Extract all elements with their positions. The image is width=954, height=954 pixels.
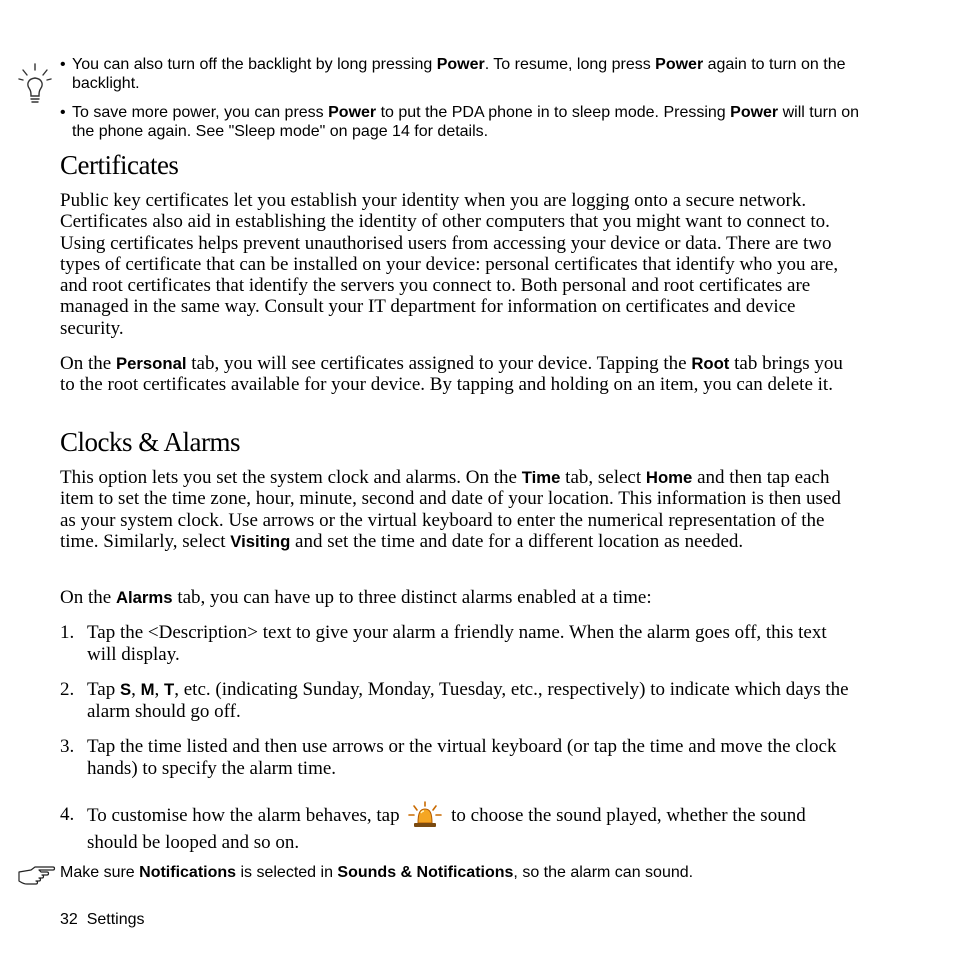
lightbulb-icon	[18, 62, 54, 106]
tuesday-key: T	[164, 680, 175, 699]
list-number: 3.	[60, 736, 75, 757]
alarms-tab-label: Alarms	[115, 588, 173, 607]
power-key: Power	[436, 56, 485, 73]
tip-sleep-mode: • To save more power, you can press Power to put the PDA phone in to sleep mode. Pressing Power will turn on the phone again. See "Sleep mode" on page 14 for details.	[60, 104, 860, 140]
list-number: 4.	[60, 804, 75, 825]
certificates-tabs-paragraph: On the Personal tab, you will see certificates assigned to your device. Tapping the Root tab brings you to the root certificates available for your device. By tapping and holding on an item, you can delete it.	[60, 353, 843, 396]
list-item: 2. Tap S, M, T, etc. (indicating Sunday, Monday, Tuesday, etc., respectively) to indicate which days the alarm should go off.	[60, 679, 849, 722]
bullet-marker: •	[60, 104, 66, 121]
clocks-alarms-heading: Clocks & Alarms	[60, 427, 240, 457]
clocks-intro: This option lets you set the system clock and alarms. On the Time tab, select Home and then tap each item to set the time zone, hour, minute, second and date of your location. This information is then used as your system clock. Use arrows or the virtual keyboard to enter the numerical representation of the time. Similarly, select Visiting and set the time and date for a different location as needed.	[60, 467, 841, 552]
home-option-label: Home	[645, 468, 693, 487]
time-tab-label: Time	[521, 468, 561, 487]
list-item: 4. To customise how the alarm behaves, tap to choose the sound played, whether the sound should be looped and so on.	[60, 801, 850, 856]
page-footer: 32 Settings	[60, 911, 145, 928]
alarm-bell-icon	[408, 801, 442, 829]
personal-tab-label: Personal	[115, 354, 187, 373]
power-key: Power	[730, 104, 779, 121]
alarms-intro: On the Alarms tab, you can have up to three distinct alarms enabled at a time:	[60, 587, 652, 608]
notifications-option: Notifications	[139, 864, 237, 881]
list-number: 1.	[60, 622, 75, 643]
alarm-note: Make sure Notifications is selected in Sounds & Notifications, so the alarm can sound.	[60, 864, 694, 881]
sounds-notifications-option: Sounds & Notifications	[337, 864, 514, 881]
list-item: 1. Tap the <Description> text to give your alarm a friendly name. When the alarm goes off, this text will display.	[60, 622, 827, 665]
visiting-option-label: Visiting	[230, 531, 291, 551]
sunday-key: S	[119, 680, 132, 699]
monday-key: M	[140, 680, 155, 699]
power-key: Power	[328, 104, 377, 121]
list-number: 2.	[60, 679, 75, 700]
bullet-marker: •	[60, 56, 66, 73]
certificates-intro: Public key certificates let you establish your identity when you are logging onto a secure network. Certificates also aid in establishing the identity of other computers that you might want to connect to. Using certificates helps prevent unauthorised users from accessing your device or data. There are two types of certificate that can be installed on your device: personal certificates that identify who you are, and root certificates that identify the servers you connect to. Both personal and root certificates are managed in the same way. Consult your IT department for information on certificates and device security.	[60, 190, 839, 339]
root-tab-label: Root	[691, 354, 730, 373]
certificates-heading: Certificates	[60, 150, 179, 180]
list-item: 3. Tap the time listed and then use arrows or the virtual keyboard (or tap the time and move the clock hands) to specify the alarm time.	[60, 736, 837, 779]
pointing-hand-icon	[17, 864, 57, 888]
tip-backlight: • You can also turn off the backlight by long pressing Power. To resume, long press Power again to turn on the backlight.	[60, 56, 846, 92]
power-key: Power	[655, 56, 704, 73]
